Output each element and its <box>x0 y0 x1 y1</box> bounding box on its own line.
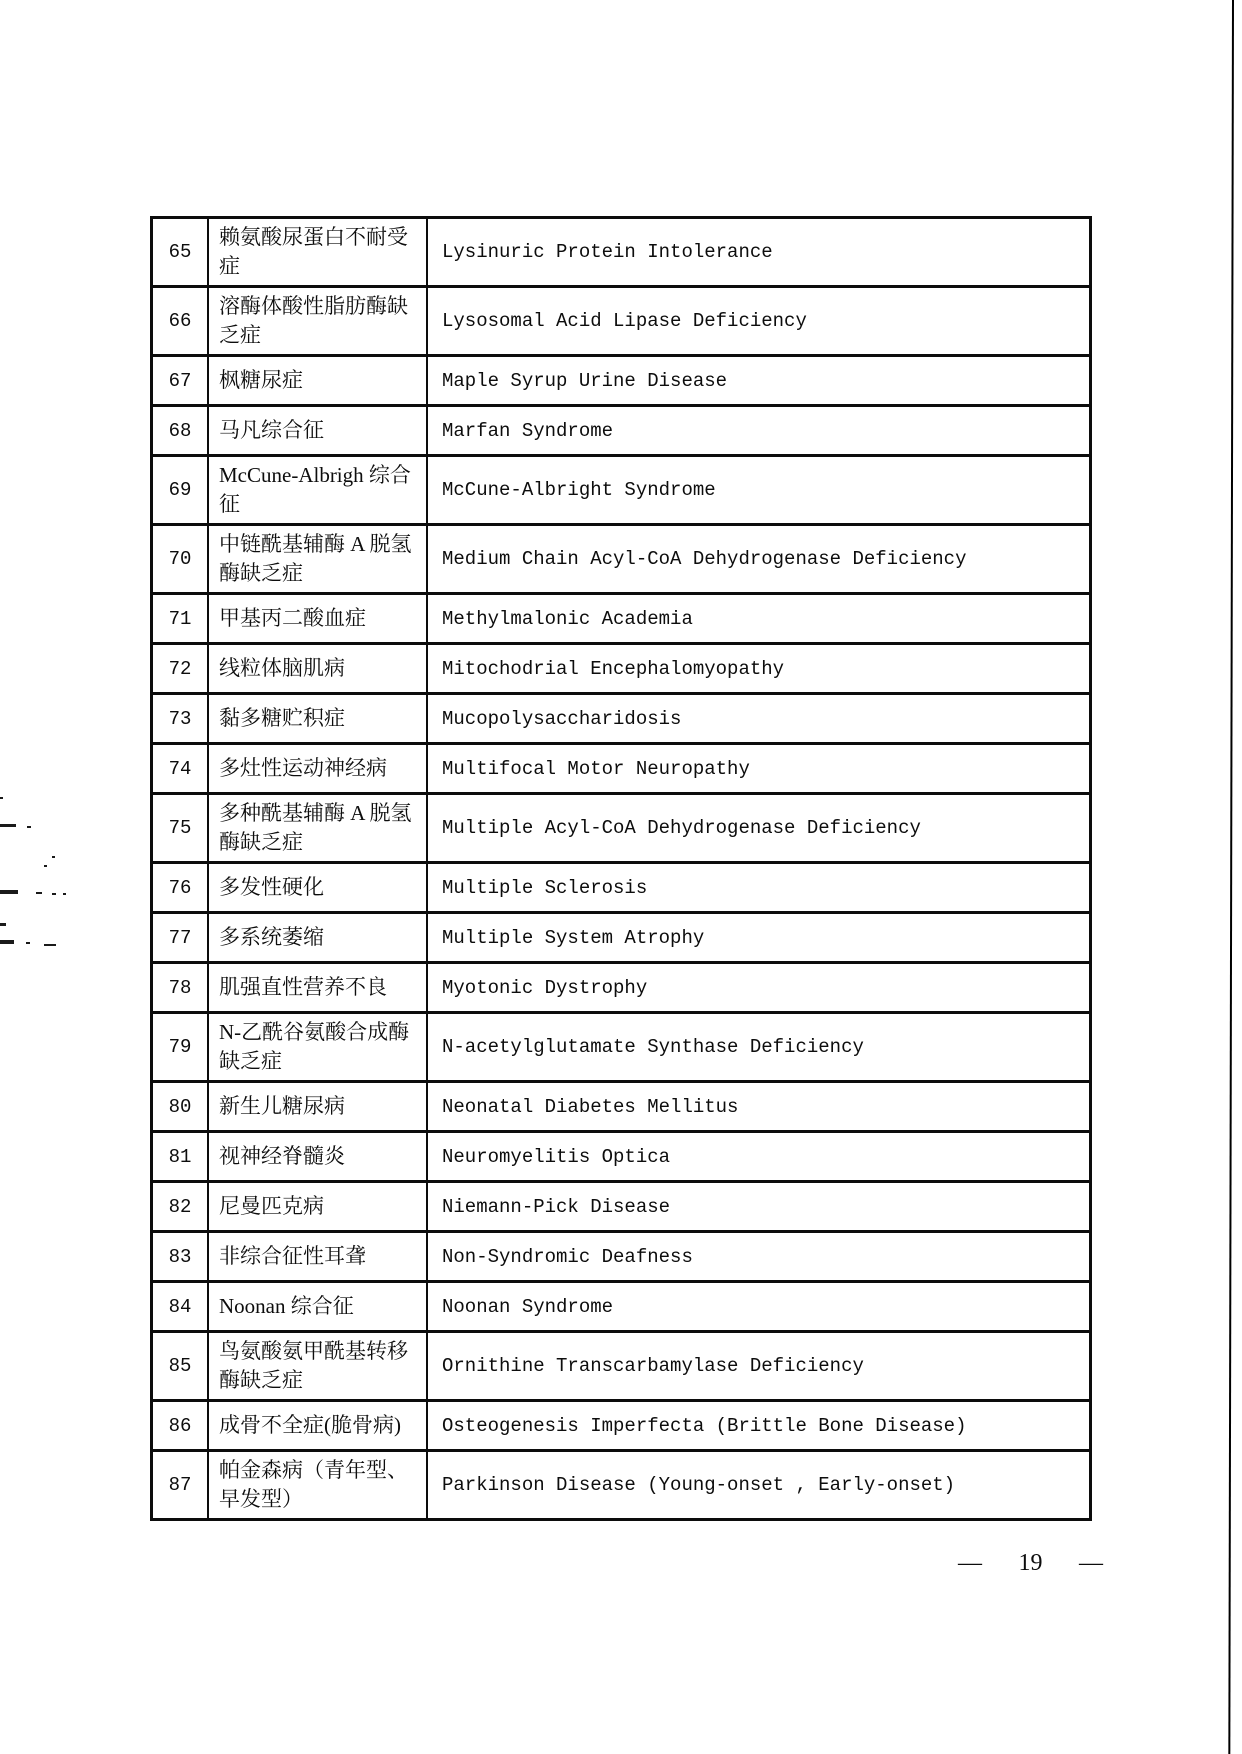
cell-index: 65 <box>153 219 209 285</box>
cell-name-chinese: 非综合征性耳聋 <box>209 1233 428 1280</box>
table-row <box>153 1133 1089 1183</box>
table-row <box>153 1333 1089 1402</box>
cell-index: 68 <box>153 407 209 454</box>
scan-speck <box>52 893 56 895</box>
cell-index: 81 <box>153 1133 209 1180</box>
cell-name-chinese: 赖氨酸尿蛋白不耐受症 <box>209 219 428 285</box>
cell-name-chinese: 帕金森病（青年型、早发型） <box>209 1452 428 1518</box>
cell-name-chinese: McCune-Albrigh 综合征 <box>209 457 428 523</box>
cell-index: 71 <box>153 595 209 642</box>
cell-index: 77 <box>153 914 209 961</box>
table-row <box>153 1233 1089 1283</box>
cell-name-chinese: 视神经脊髓炎 <box>209 1133 428 1180</box>
cell-index: 78 <box>153 964 209 1011</box>
page-number-value: 19 <box>1018 1550 1043 1576</box>
cell-name-english: Parkinson Disease (Young-onset , Early-onset) <box>442 1474 956 1496</box>
cell-name-chinese: 枫糖尿症 <box>209 357 428 404</box>
table-row <box>153 914 1089 964</box>
cell-index: 73 <box>153 695 209 742</box>
cell-name-chinese: Noonan 综合征 <box>209 1283 428 1330</box>
cell-index: 69 <box>153 457 209 523</box>
cell-name-english: Non-Syndromic Deafness <box>442 1245 693 1268</box>
scan-speck <box>0 797 3 799</box>
page-number <box>958 1550 1103 1577</box>
cell-name-english: Multiple Acyl-CoA Dehydrogenase Deficiency <box>442 817 921 839</box>
scan-speck <box>0 923 6 926</box>
table-row <box>153 219 1089 288</box>
table-row <box>153 288 1089 357</box>
page-number-dash-left: — <box>958 1550 982 1576</box>
scan-speck <box>44 944 56 946</box>
cell-index: 75 <box>153 795 209 861</box>
cell-name-chinese: N-乙酰谷氨酸合成酶缺乏症 <box>209 1014 428 1080</box>
cell-name-chinese: 鸟氨酸氨甲酰基转移酶缺乏症 <box>209 1333 428 1399</box>
scan-speck <box>52 856 55 858</box>
table-row <box>153 1452 1089 1521</box>
cell-name-english: Multiple Sclerosis <box>442 876 648 899</box>
cell-index: 70 <box>153 526 209 592</box>
cell-index: 66 <box>153 288 209 354</box>
scan-speck <box>26 942 30 944</box>
cell-name-chinese: 线粒体脑肌病 <box>209 645 428 692</box>
cell-name-english: Niemann-Pick Disease <box>442 1195 671 1218</box>
table-row <box>153 795 1089 864</box>
scan-speck <box>0 940 14 944</box>
cell-name-english: Neuromyelitis Optica <box>442 1145 671 1168</box>
cell-index: 86 <box>153 1402 209 1449</box>
scan-speck <box>44 865 47 867</box>
cell-index: 85 <box>153 1333 209 1399</box>
table-row <box>153 407 1089 457</box>
cell-name-chinese: 中链酰基辅酶 A 脱氢酶缺乏症 <box>209 526 428 592</box>
cell-name-english: Marfan Syndrome <box>442 419 614 442</box>
cell-name-english: Multiple System Atrophy <box>442 926 705 949</box>
table-row <box>153 695 1089 745</box>
cell-index: 87 <box>153 1452 209 1518</box>
cell-name-english: Lysinuric Protein Intolerance <box>442 241 773 263</box>
table-row <box>153 964 1089 1014</box>
table-row <box>153 357 1089 407</box>
scan-speck <box>0 890 18 894</box>
cell-name-english: Neonatal Diabetes Mellitus <box>442 1095 739 1118</box>
table-row <box>153 1402 1089 1452</box>
scan-edge-line <box>1228 0 1234 1754</box>
cell-name-chinese: 多种酰基辅酶 A 脱氢酶缺乏症 <box>209 795 428 861</box>
table-row <box>153 595 1089 645</box>
cell-name-english: Mitochodrial Encephalomyopathy <box>442 657 785 680</box>
cell-name-english: Osteogenesis Imperfecta (Brittle Bone Disease) <box>442 1414 967 1437</box>
cell-name-english: Mucopolysaccharidosis <box>442 707 682 730</box>
scan-speck <box>63 893 66 895</box>
table-row <box>153 1014 1089 1083</box>
cell-name-chinese: 溶酶体酸性脂肪酶缺乏症 <box>209 288 428 354</box>
cell-name-chinese: 多发性硬化 <box>209 864 428 911</box>
cell-name-english: Lysosomal Acid Lipase Deficiency <box>442 310 807 332</box>
cell-name-chinese: 马凡综合征 <box>209 407 428 454</box>
page-number-dash-right: — <box>1079 1550 1103 1576</box>
cell-name-chinese: 多灶性运动神经病 <box>209 745 428 792</box>
scan-speck <box>0 824 16 827</box>
cell-name-english: Methylmalonic Academia <box>442 607 693 630</box>
scan-speck <box>36 892 42 894</box>
cell-name-english: Myotonic Dystrophy <box>442 976 648 999</box>
cell-index: 82 <box>153 1183 209 1230</box>
table-row <box>153 1283 1089 1333</box>
rare-disease-table <box>150 216 1092 1521</box>
cell-name-chinese: 成骨不全症(脆骨病) <box>209 1402 428 1449</box>
table-row <box>153 526 1089 595</box>
cell-index: 83 <box>153 1233 209 1280</box>
cell-name-english: N-acetylglutamate Synthase Deficiency <box>442 1036 864 1058</box>
scan-speck <box>27 826 31 828</box>
cell-name-english: Maple Syrup Urine Disease <box>442 369 728 392</box>
cell-index: 84 <box>153 1283 209 1330</box>
cell-name-chinese: 新生儿糖尿病 <box>209 1083 428 1130</box>
cell-name-english: Multifocal Motor Neuropathy <box>442 757 750 780</box>
cell-name-chinese: 肌强直性营养不良 <box>209 964 428 1011</box>
cell-index: 74 <box>153 745 209 792</box>
cell-index: 72 <box>153 645 209 692</box>
cell-index: 76 <box>153 864 209 911</box>
table-row <box>153 1083 1089 1133</box>
table-row <box>153 645 1089 695</box>
cell-name-chinese: 甲基丙二酸血症 <box>209 595 428 642</box>
cell-index: 67 <box>153 357 209 404</box>
cell-name-chinese: 尼曼匹克病 <box>209 1183 428 1230</box>
cell-name-english: McCune-Albright Syndrome <box>442 479 716 501</box>
cell-name-chinese: 多系统萎缩 <box>209 914 428 961</box>
cell-index: 80 <box>153 1083 209 1130</box>
table-row <box>153 864 1089 914</box>
table-row <box>153 1183 1089 1233</box>
cell-name-english: Ornithine Transcarbamylase Deficiency <box>442 1355 864 1377</box>
cell-name-chinese: 黏多糖贮积症 <box>209 695 428 742</box>
cell-name-english: Noonan Syndrome <box>442 1295 614 1318</box>
table-row <box>153 457 1089 526</box>
table-row <box>153 745 1089 795</box>
cell-index: 79 <box>153 1014 209 1080</box>
cell-name-english: Medium Chain Acyl-CoA Dehydrogenase Deficiency <box>442 548 967 570</box>
